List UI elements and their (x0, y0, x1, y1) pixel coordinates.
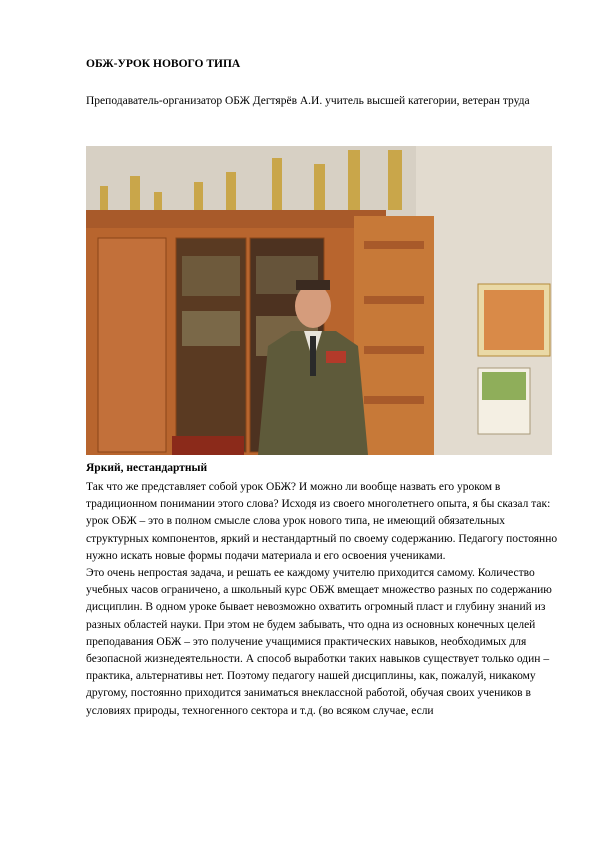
teacher-photo (86, 146, 552, 455)
document-title: ОБЖ-УРОК НОВОГО ТИПА (86, 58, 241, 70)
author-line: Преподаватель-организатор ОБЖ Дегтярёв А.И. учитель высшей категории, ветеран труда (86, 95, 530, 107)
body-paragraph: Так что же представляет собой урок ОБЖ? И можно ли вообще назвать его уроком в традиционном понимании этого слова? Исходя из своего многолетнего опыта, я бы сказал так: урок ОБЖ – это в полном смысле слова урок нового типа, не имеющий обязательных структурных компонентов, яркий и нестандартный по своему содержанию. Педагогу постоянно нужно искать новые формы подачи материала и его освоения учениками. (86, 481, 558, 562)
section-subheading: Яркий, нестандартный (86, 462, 208, 474)
body-paragraph: Это очень непростая задача, и решать ее каждому учителю приходится самому. Количество учебных часов ограничено, а школьный курс ОБЖ вмещает множество разных по содержанию дисциплин. В одном уроке бывает невозможно охватить огромный пласт и глубину знаний из разных областей науки. При этом не будем забывать, что одна из основных конечных целей преподавания ОБЖ – это получение учащимися практических навыков, необходимых для безопасной жизнедеятельности. А способ выработки таких навыков существует только один – практика, альтернативы нет. Поэтому педагогу нашей дисциплины, как, пожалуй, никакому другому, постоянно приходится заниматься внеклассной работой, обучая своих учеников в условиях природы, техногенного сектора и т.д. (во всяком случае, если (86, 567, 552, 717)
article-body (86, 479, 558, 720)
